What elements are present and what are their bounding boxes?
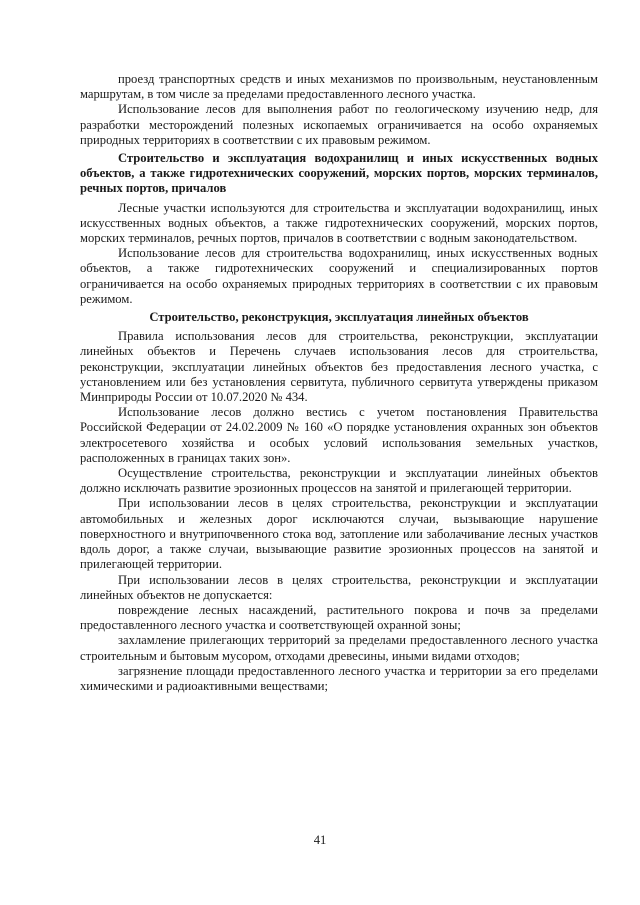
list-item: захламление прилегающих территорий за пределами предоставленного лесного участка строительным и бытовым мусором, отходами древесины, иными видами отходов;	[80, 633, 598, 663]
list-item: повреждение лесных насаждений, растительного покрова и почв за пределами предоставленного лесного участка и соответствующей охранной зоны;	[80, 602, 598, 633]
page-number: 41	[313, 833, 327, 847]
paragraph: При использовании лесов в целях строительства, реконструкции и эксплуатации автомобильных и железных дорог исключаются случаи, вызывающие нарушение поверхностного и внутрипочвенного стока вод, затопление или заболачивание лесных участков вдоль дорог, а также случаи, вызывающие развитие эрозионных процессов на занятой и прилегающей территории.	[80, 496, 598, 572]
section-heading: Строительство и эксплуатация водохранилищ и иных искусственных водных объектов, а также гидротехнических сооружений, морских портов, морских терминалов, речных портов, причалов	[80, 151, 598, 196]
paragraph: Лесные участки используются для строительства и эксплуатации водохранилищ, иных искусственных водных объектов, а также гидротехнических сооружений, морских портов, морских терминалов, речных портов, причалов в соответствии с водным законодательством.	[80, 200, 598, 246]
paragraph: Использование лесов для выполнения работ по геологическому изучению недр, для разработки месторождений полезных ископаемых ограничивается на особо охраняемых природных территориях в соответствии с их правовым режимом.	[80, 102, 598, 147]
list-item: загрязнение площади предоставленного лесного участка и территории за его пределами химическими и радиоактивными веществами;	[80, 663, 598, 693]
paragraph: При использовании лесов в целях строительства, реконструкции и эксплуатации линейных объектов не допускается:	[80, 572, 598, 602]
section-heading: Строительство, реконструкция, эксплуатация линейных объектов	[149, 310, 529, 325]
paragraph: Использование лесов должно вестись с учетом постановления Правительства Российской Федерации от 24.02.2009 № 160 «О порядке установления охранных зон объектов электросетевого хозяйства и особых условий использования земельных участков, расположенных в границах таких зон».	[80, 405, 598, 465]
paragraph: Использование лесов для строительства водохранилищ, иных искусственных водных объектов, а также гидротехнических сооружений и специализированных портов ограничивается на особо охраняемых природных территориях в соответствии с их правовым режимом.	[80, 246, 598, 306]
paragraph: проезд транспортных средств и иных механизмов по произвольным, неустановленным маршрутам, в том числе за пределами предоставленного лесного участка.	[80, 72, 598, 102]
paragraph: Осуществление строительства, реконструкции и эксплуатации линейных объектов должно исключать развитие эрозионных процессов на занятой и прилегающей территории.	[80, 466, 598, 496]
paragraph: Правила использования лесов для строительства, реконструкции, эксплуатации линейных объектов и Перечень случаев использования лесов для строительства, реконструкции, эксплуатации линейных объектов без предоставления лесного участка, с установлением или без установления сервитута, публичного сервитута утверждены приказом Минприроды России от 10.07.2020 № 434.	[80, 329, 598, 405]
document-page	[80, 72, 598, 694]
